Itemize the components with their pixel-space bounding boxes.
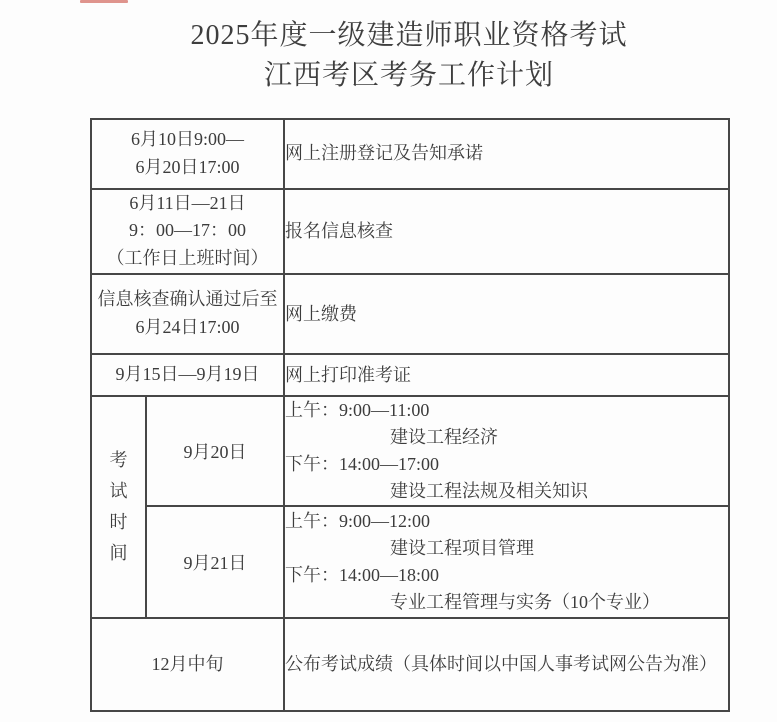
task-label: 报名信息核查 [285, 220, 394, 241]
time-line: 信息核查确认通过后至 [97, 289, 278, 310]
exam-date-label: 9月21日 [183, 553, 247, 574]
task-label: 网上缴费 [285, 303, 358, 324]
session-subject: 建设工程项目管理 [390, 538, 535, 559]
session-subject: 建设工程法规及相关知识 [390, 481, 589, 502]
table-row-results [91, 618, 729, 711]
time-cell-results [91, 618, 284, 711]
exam-date-cell-day1 [146, 396, 284, 506]
task-cell-info-check [284, 189, 729, 275]
time-line: 12月中旬 [151, 653, 224, 674]
time-line: 6月20日17:00 [135, 156, 240, 177]
task-cell-results [284, 618, 729, 711]
session-subject: 专业工程管理与实务（10个专业） [390, 592, 661, 613]
task-label: 网上注册登记及告知承诺 [285, 143, 484, 163]
table-row-info-check [91, 189, 729, 275]
table-row-payment [91, 274, 729, 354]
page-title-line-2: 江西考区考务工作计划 [263, 59, 554, 91]
time-line: 9：00—17：00 [129, 220, 246, 241]
session-period: 下午：14:00—18:00 [285, 565, 440, 586]
time-line: 6月11日—21日 [129, 192, 246, 213]
table-row-print-ticket [91, 354, 729, 396]
table-row-exam-day2 [91, 506, 729, 618]
exam-date-cell-day2 [146, 506, 284, 618]
session-subject: 建设工程经济 [390, 427, 499, 448]
exam-sessions-cell-day2 [284, 506, 729, 618]
page-title [90, 16, 728, 96]
time-cell-registration [91, 119, 284, 189]
exam-date-label: 9月20日 [183, 442, 247, 463]
exam-sessions-cell-day1 [284, 396, 729, 506]
task-label: 网上打印准考证 [285, 364, 412, 385]
time-cell-payment [91, 274, 284, 354]
session-period: 上午：9:00—12:00 [285, 511, 431, 532]
time-line: （工作日上班时间） [106, 248, 269, 269]
exam-time-vertical-label: 考试时间 [109, 450, 128, 564]
exam-schedule-table [90, 118, 730, 713]
task-label: 公布考试成绩（具体时间以中国人事考试网公告为准） [285, 654, 718, 675]
session-period: 下午：14:00—17:00 [285, 454, 440, 475]
page-title-line-1: 2025年度一级建造师职业资格考试 [190, 20, 628, 51]
time-line: 6月24日17:00 [135, 317, 240, 338]
task-cell-payment [284, 274, 729, 354]
time-cell-info-check [91, 189, 284, 275]
table-row-exam-day1 [91, 396, 729, 506]
exam-time-label-cell [91, 396, 146, 618]
task-cell-registration [284, 119, 729, 189]
time-line: 6月10日9:00— [131, 128, 245, 149]
time-line: 9月15日—9月19日 [115, 364, 260, 385]
task-cell-print-ticket [284, 354, 729, 396]
time-cell-print-ticket [91, 354, 284, 396]
document-content [90, 0, 728, 712]
table-row-registration [91, 119, 729, 189]
session-period: 上午：9:00—11:00 [285, 400, 430, 421]
